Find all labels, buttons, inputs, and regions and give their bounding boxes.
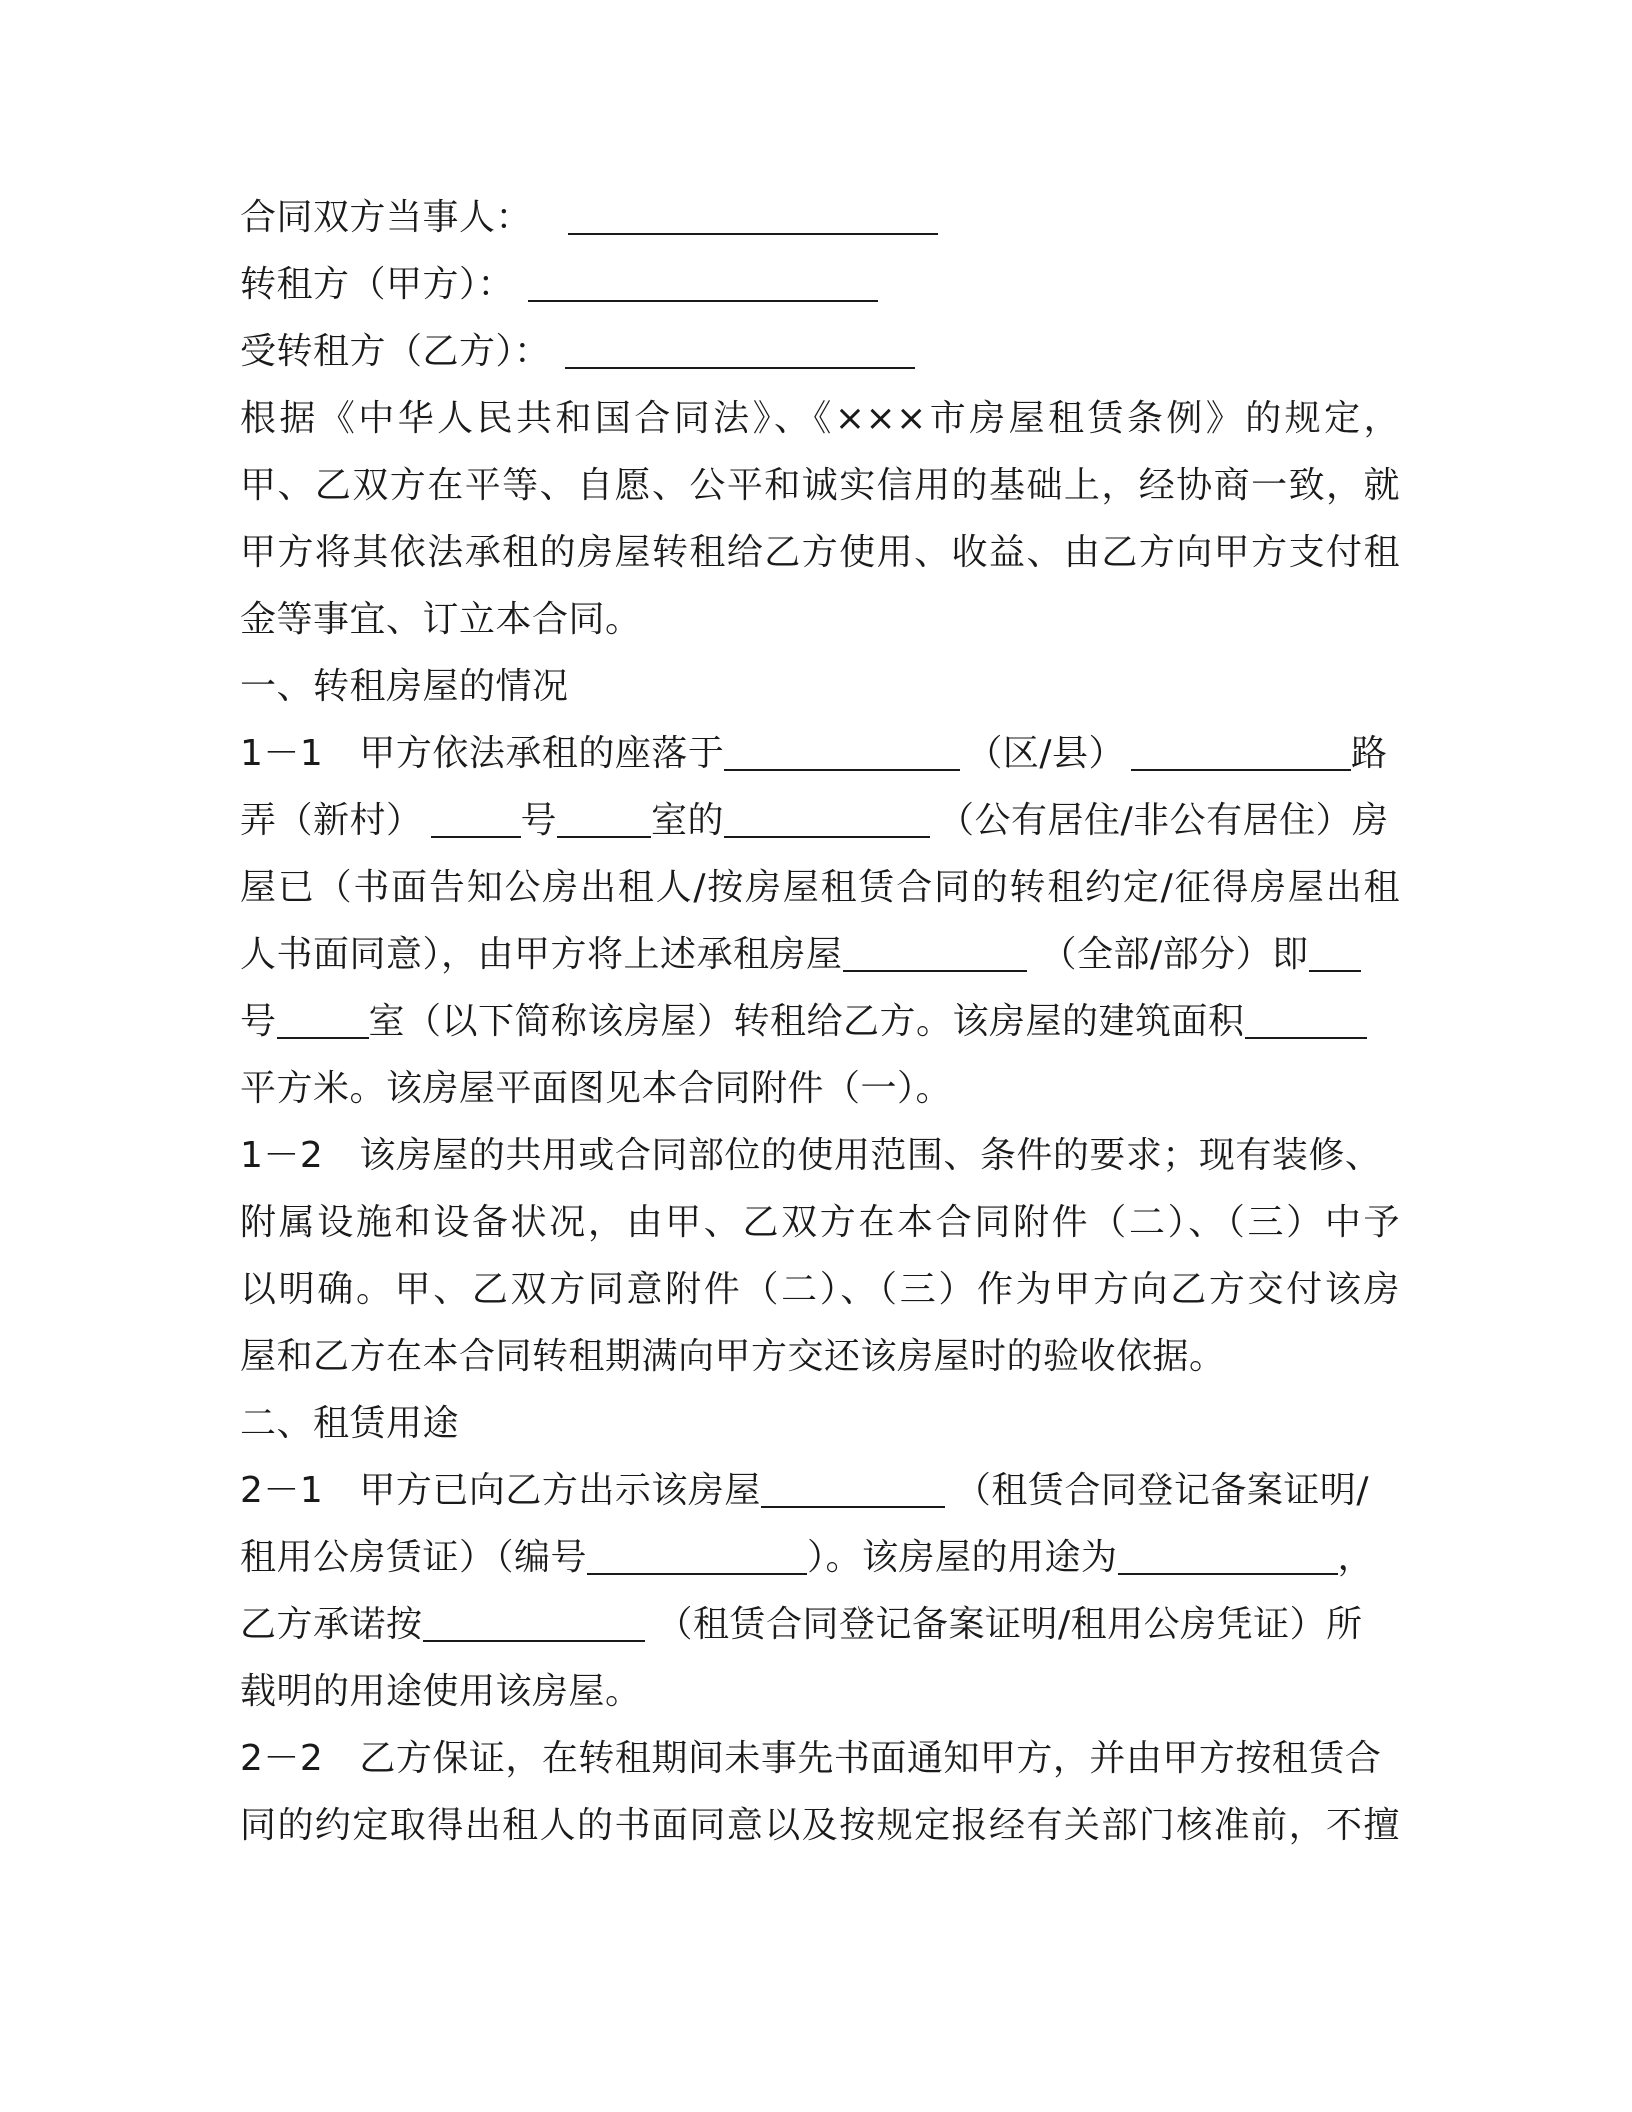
clause-2-1-line xyxy=(240,1591,1400,1658)
clause-text: 甲方已向乙方出示该房屋 xyxy=(359,1470,761,1511)
clause-number: 1－1 xyxy=(240,733,324,774)
clause-text: 甲方依法承租的座落于 xyxy=(359,733,725,774)
clause-2-2-line xyxy=(240,1725,1400,1792)
clause-text: 人书面同意），由甲方将上述承租房屋 xyxy=(240,934,843,975)
clause-1-2-line: 以明确。甲、乙双方同意附件（二）、（三）作为甲方向乙方交付该房 xyxy=(240,1269,1400,1310)
scope-blank xyxy=(843,926,1027,972)
serial-number-blank xyxy=(587,1529,807,1575)
clause-text: 号 xyxy=(520,800,558,841)
clause-1-1-line xyxy=(240,988,1400,1055)
clause-text: 号 xyxy=(240,1001,277,1042)
party-b-label: 受转租方（乙方）： xyxy=(240,331,551,372)
clause-number: 2－2 xyxy=(240,1738,324,1779)
clause-1-1-line xyxy=(240,720,1400,787)
clause-text: （公有居住/非公有居住）房 xyxy=(938,800,1389,841)
preamble-line: 甲方将其依法承租的房屋转租给乙方使用、收益、由乙方向甲方支付租 xyxy=(240,532,1400,573)
usage-blank xyxy=(1118,1529,1338,1575)
district-blank xyxy=(724,725,960,771)
party-b-line xyxy=(240,318,1400,385)
clause-1-2-line: 屋和乙方在本合同转租期满向甲方交还该房屋时的验收依据。 xyxy=(240,1336,1226,1377)
parties-line xyxy=(240,184,1400,251)
preamble-line: 甲、乙双方在平等、自愿、公平和诚实信用的基础上，经协商一致，就 xyxy=(240,465,1400,506)
section-2-title: 二、租赁用途 xyxy=(240,1403,460,1444)
unit-blank xyxy=(1309,926,1361,972)
section-1-title: 一、转租房屋的情况 xyxy=(240,666,569,707)
clause-text: 乙方承诺按 xyxy=(240,1604,423,1645)
clause-number: 1－2 xyxy=(240,1135,324,1176)
preamble-line: 金等事宜、订立本合同。 xyxy=(240,599,642,640)
clause-1-1-line: 平方米。该房屋平面图见本合同附件（一）。 xyxy=(240,1068,953,1109)
clause-text: （全部/部分）即 xyxy=(1040,934,1309,975)
clause-1-2-line xyxy=(240,1122,1400,1189)
lane-blank xyxy=(431,792,521,838)
parties-blank xyxy=(568,189,938,235)
clause-1-1-line xyxy=(240,787,1400,854)
clause-text: （区/县） xyxy=(966,733,1125,774)
party-a-line xyxy=(240,251,1400,318)
room-number-blank xyxy=(277,993,369,1039)
preamble-line: 根据《中华人民共和国合同法》、《×××市房屋租赁条例》的规定， xyxy=(240,398,1400,439)
parties-label: 合同双方当事人： xyxy=(240,197,533,238)
clause-text: 室（以下简称该房屋）转租给乙方。该房屋的建筑面积 xyxy=(368,1001,1245,1042)
clause-text: （租赁合同登记备案证明/租用公房凭证）所 xyxy=(656,1604,1363,1645)
clause-1-1-line: 屋已（书面告知公房出租人/按房屋租赁合同的转租约定/征得房屋出租 xyxy=(240,867,1400,908)
clause-number: 2－1 xyxy=(240,1470,324,1511)
clause-text: 租用公房赁证）（编号 xyxy=(240,1537,588,1578)
party-a-blank xyxy=(528,256,878,302)
area-blank xyxy=(1245,993,1367,1039)
clause-text: ， xyxy=(1337,1537,1375,1578)
road-blank xyxy=(1131,725,1351,771)
clause-text: 室的 xyxy=(651,800,725,841)
clause-text: （租赁合同登记备案证明/ xyxy=(954,1470,1369,1511)
number-blank xyxy=(557,792,651,838)
clause-text: ）。该房屋的用途为 xyxy=(807,1537,1118,1578)
clause-2-1-line xyxy=(240,1457,1400,1524)
party-a-label: 转租方（甲方）： xyxy=(240,264,515,305)
clause-1-2-line: 附属设施和设备状况，由甲、乙双方在本合同附件（二）、（三）中予 xyxy=(240,1202,1400,1243)
clause-text: 路 xyxy=(1350,733,1388,774)
clause-2-2-line: 同的约定取得出租人的书面同意以及按规定报经有关部门核准前，不擅 xyxy=(240,1805,1400,1846)
clause-text: 该房屋的共用或合同部位的使用范围、条件的要求；现有装修、 xyxy=(359,1135,1382,1176)
clause-1-1-line xyxy=(240,921,1400,988)
party-b-blank xyxy=(565,323,915,369)
clause-2-1-line: 载明的用途使用该房屋。 xyxy=(240,1671,642,1712)
room-blank xyxy=(724,792,930,838)
certificate-blank xyxy=(761,1462,945,1508)
document-blank xyxy=(423,1596,645,1642)
clause-text: 乙方保证，在转租期间未事先书面通知甲方，并由甲方按租赁合 xyxy=(359,1738,1382,1779)
clause-2-1-line xyxy=(240,1524,1400,1591)
clause-text: 弄（新村） xyxy=(240,800,423,841)
